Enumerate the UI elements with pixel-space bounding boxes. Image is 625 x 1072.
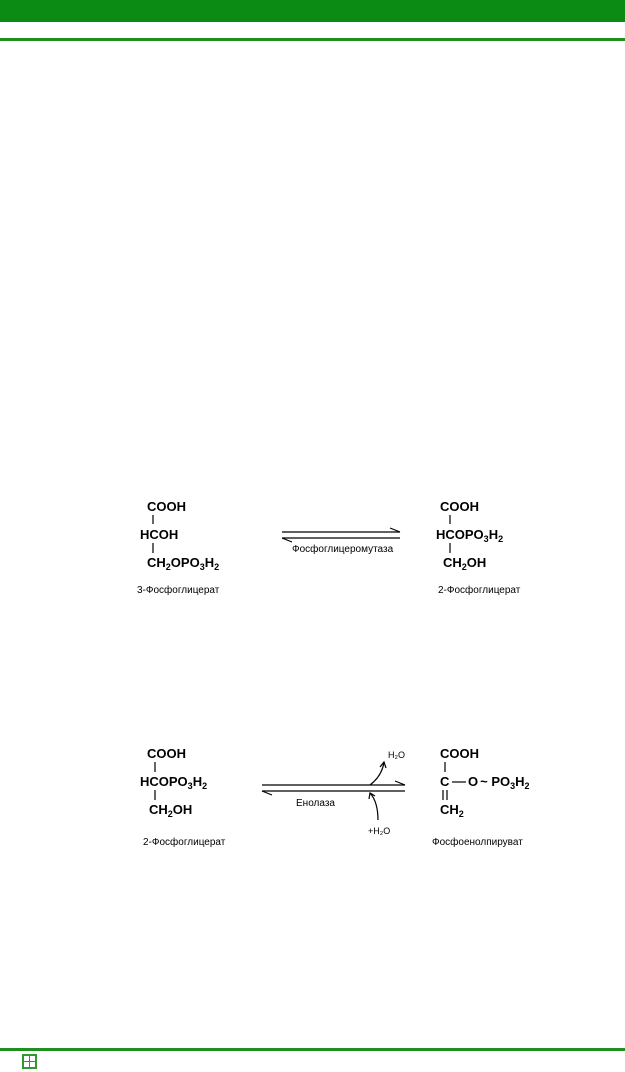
formula-line-o-po3h2: O ~ $PO_3H_2$ (468, 774, 530, 791)
equilibrium-arrows (282, 528, 400, 555)
formula-line-hcopo3h2: $HCOPO_3H_2$ (436, 527, 504, 544)
substrate-2-phosphoglycerate (140, 746, 226, 848)
header-band (0, 0, 625, 22)
substrate-3-phosphoglycerate (137, 499, 220, 596)
product-caption: Фосфоенолпируват (432, 837, 523, 848)
water-added-label: +H₂O (368, 826, 391, 836)
footer-rule (0, 1048, 625, 1051)
formula-line-cooh: COOH (147, 746, 186, 761)
substrate-caption: 2-Фосфоглицерат (143, 837, 226, 848)
formula-line-cooh: COOH (440, 499, 479, 514)
carbon-atom: C (440, 774, 450, 789)
product-2-phosphoglycerate (436, 499, 521, 596)
equilibrium-arrows (262, 750, 405, 836)
formula-line-hcopo3h2: $HCOPO_3H_2$ (140, 774, 208, 791)
header-rule (0, 38, 625, 41)
product-caption: 2-Фосфоглицерат (438, 585, 521, 596)
formula-line-cooh: COOH (440, 746, 479, 761)
enzyme-label: Енолаза (296, 798, 335, 809)
formula-line-ch2: $CH_2$ (440, 802, 464, 819)
enzyme-label: Фосфоглицеромутаза (292, 544, 394, 555)
product-phosphoenolpyruvate (432, 746, 530, 848)
reaction-phosphoglyceromutase (0, 495, 625, 605)
formula-line-cooh: COOH (147, 499, 186, 514)
formula-line-hcoh: HCOH (140, 527, 179, 542)
reaction-enolase (0, 738, 625, 856)
water-released-label: H₂O (388, 750, 405, 760)
formula-line-ch2oh: $CH_2OH$ (443, 555, 487, 572)
formula-line-ch2opo3h2: $CH_2OPO_3H_2$ (147, 555, 220, 572)
publisher-logo-icon (22, 1054, 37, 1069)
substrate-caption: 3-Фосфоглицерат (137, 585, 220, 596)
formula-line-ch2oh: $CH_2OH$ (149, 802, 193, 819)
